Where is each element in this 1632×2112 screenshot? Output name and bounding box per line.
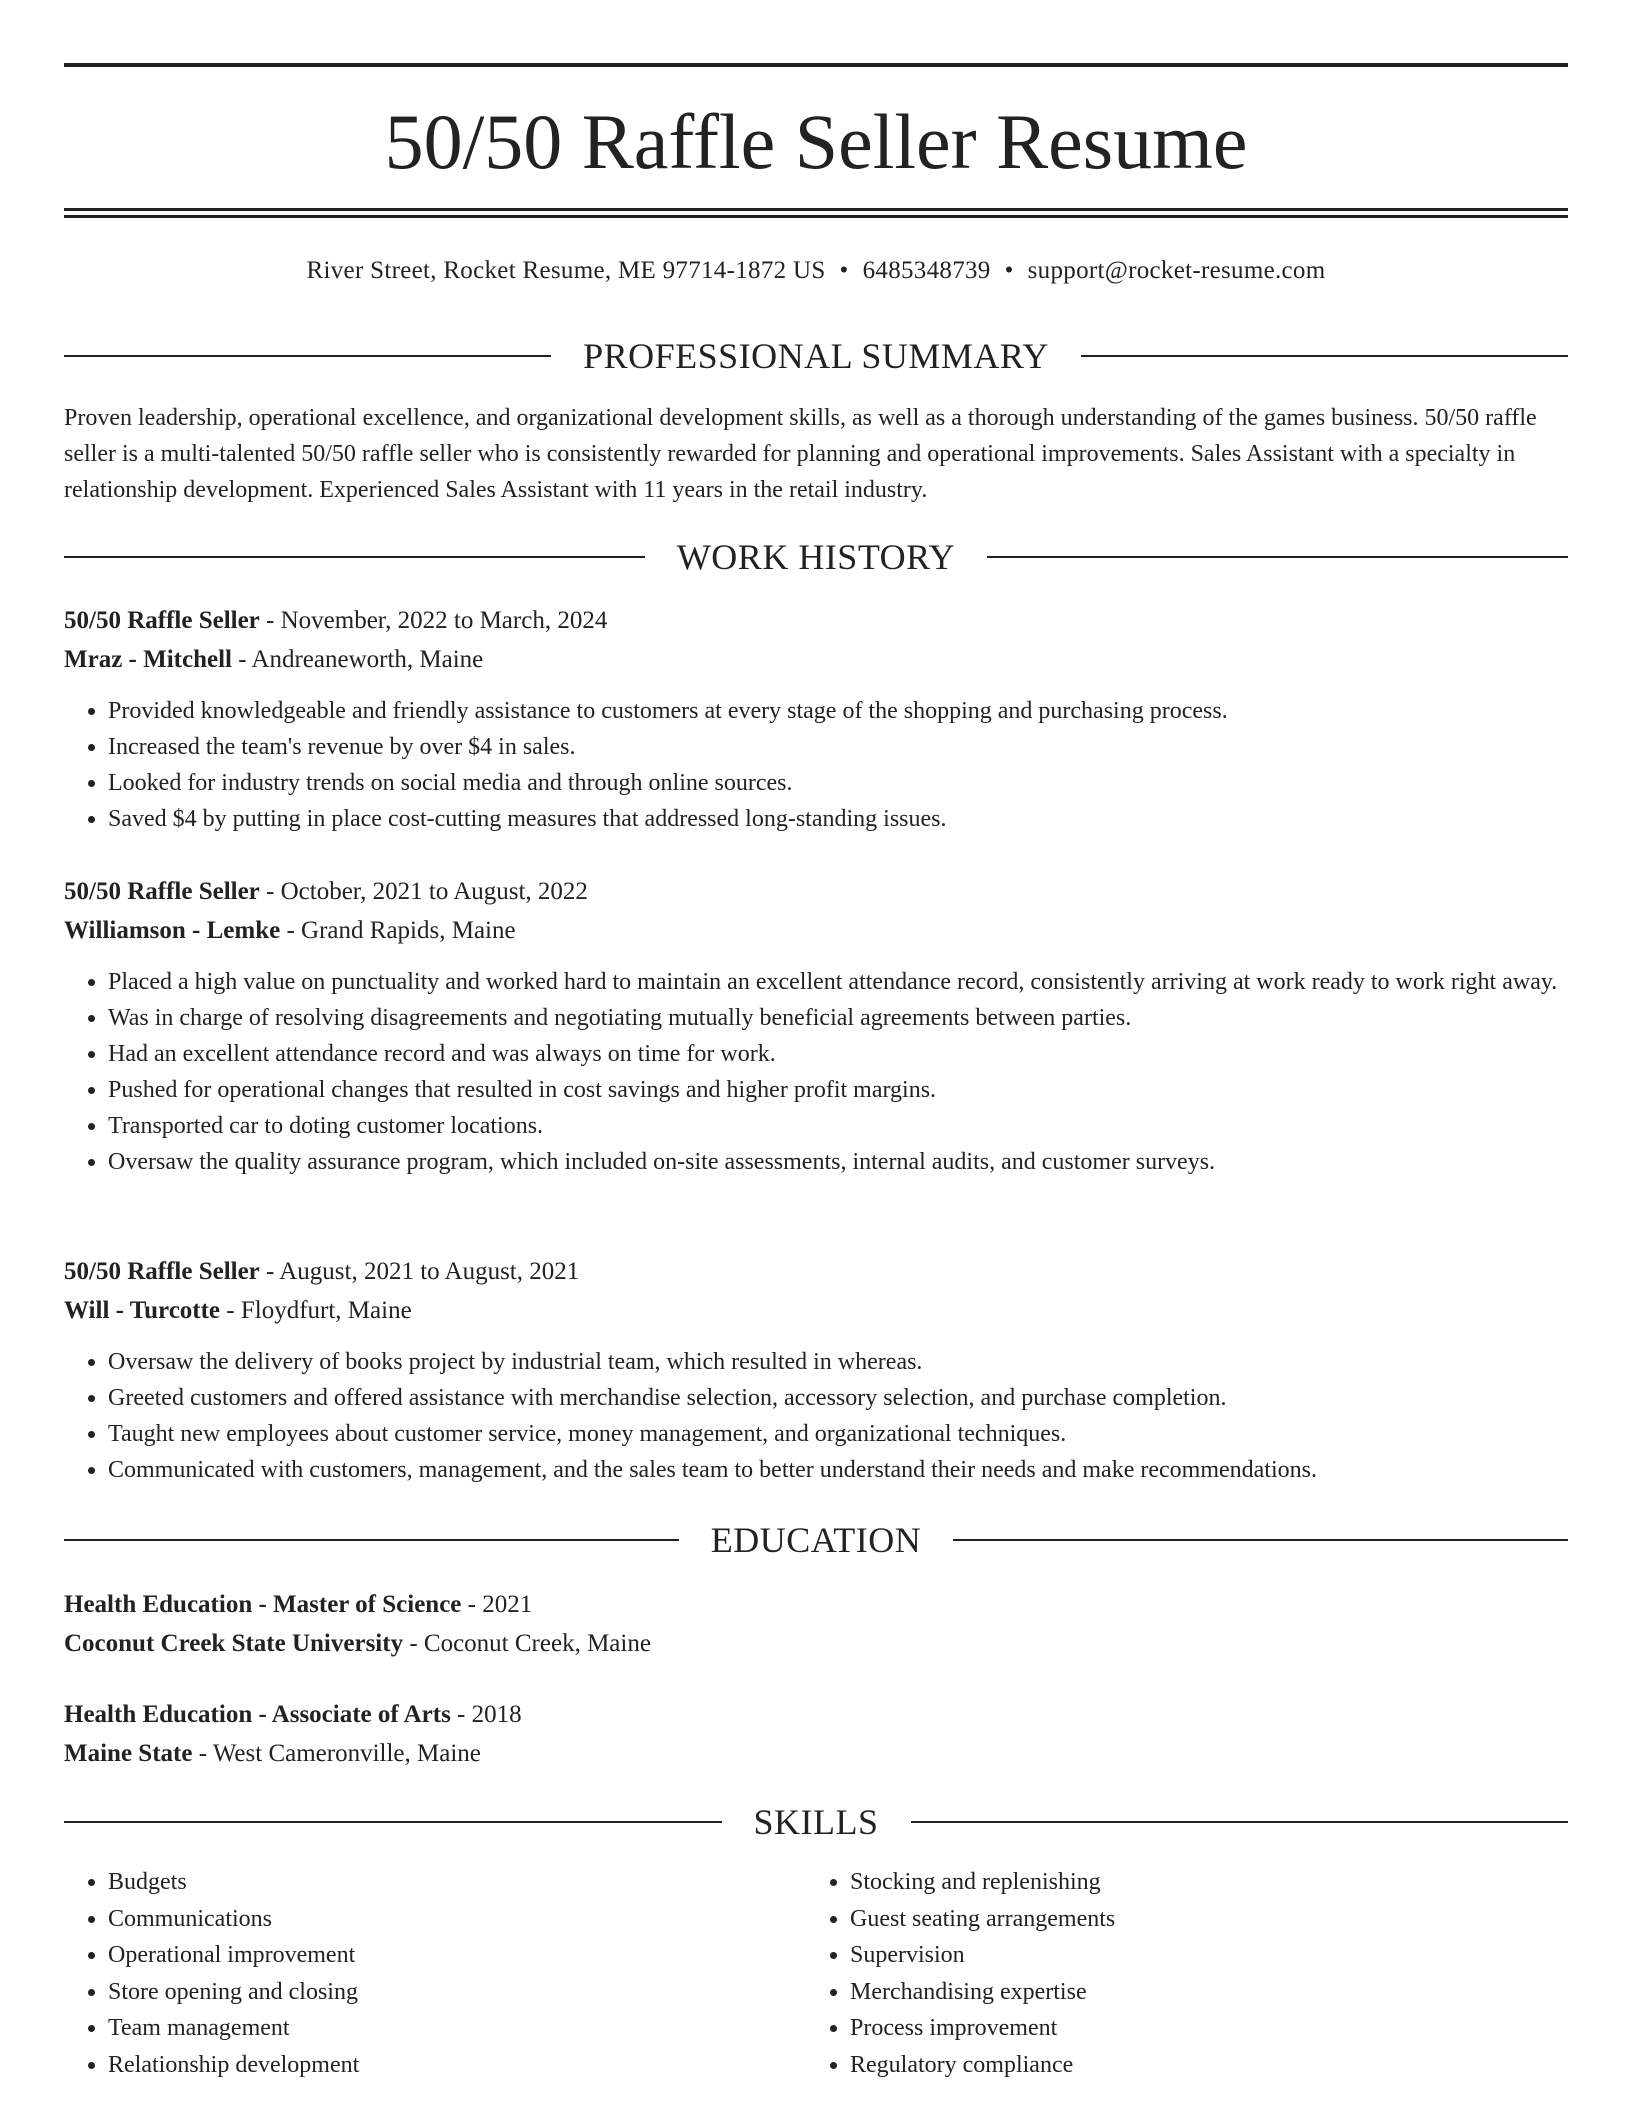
heading-rule — [64, 1539, 679, 1541]
education-degree: Health Education - Associate of Arts — [64, 1701, 451, 1728]
education-degree-line — [64, 1585, 1568, 1624]
job-title: 50/50 Raffle Seller — [64, 878, 260, 905]
list-item: • Had an excellent attendance record and was always on time for work. — [108, 1036, 1568, 1072]
job-bullets — [64, 693, 1568, 837]
education-location: - West Cameronville, Maine — [192, 1740, 481, 1767]
job-title: 50/50 Raffle Seller — [64, 607, 260, 634]
section-title: SKILLS — [753, 1802, 879, 1842]
list-item: • Provided knowledgeable and friendly assistance to customers at every stage of the shopping and purchasing process. — [108, 693, 1568, 729]
skill-item: • Stocking and replenishing — [850, 1864, 1548, 1901]
education-year: - 2018 — [450, 1701, 522, 1728]
contact-separator: • — [1004, 257, 1014, 284]
skill-item: • Process improvement — [850, 2010, 1548, 2047]
section-heading-skills — [64, 1800, 1568, 1844]
education-school: Maine State — [64, 1740, 193, 1767]
contact-line — [64, 254, 1568, 288]
education-year: - 2021 — [461, 1591, 533, 1618]
job-company-line — [64, 640, 1568, 679]
section-title: PROFESSIONAL SUMMARY — [583, 336, 1049, 376]
summary-text: Proven leadership, operational excellence, and organizational development skills, as well as a thorough understanding of the games business. 50/50 raffle seller is a multi-talented 50/50 raffle seller who is consistently rewarded for planning and operational improvements. Sales Assistant with a specialty in relationship development. Experienced Sales Assistant with 11 years in the retail industry. — [64, 405, 1537, 503]
skill-item: • Store opening and closing — [108, 1974, 806, 2011]
job-company-line — [64, 911, 1568, 950]
page-title: 50/50 Raffle Seller Resume — [384, 98, 1248, 185]
skill-item: • Merchandising expertise — [850, 1974, 1548, 2011]
job-dates: - November, 2022 to March, 2024 — [259, 607, 608, 634]
section-heading-summary — [64, 334, 1568, 378]
list-item: • Transported car to doting customer locations. — [108, 1108, 1568, 1144]
education-school-line — [64, 1734, 1568, 1773]
skill-item: • Regulatory compliance — [850, 2047, 1548, 2084]
section-heading-work — [64, 535, 1568, 579]
contact-address: River Street, Rocket Resume, ME 97714-1872 US — [306, 257, 826, 284]
skill-item: • Communications — [108, 1901, 806, 1938]
list-item: • Saved $4 by putting in place cost-cutting measures that addressed long-standing issues. — [108, 801, 1568, 837]
contact-phone: 6485348739 — [862, 257, 991, 284]
skill-item: • Guest seating arrangements — [850, 1901, 1548, 1938]
job-company: Will - Turcotte — [64, 1297, 221, 1324]
list-item: • Oversaw the quality assurance program, which included on-site assessments, internal audits, and customer surveys. — [108, 1144, 1568, 1180]
education-school: Coconut Creek State University — [64, 1630, 404, 1657]
list-item: • Looked for industry trends on social media and through online sources. — [108, 765, 1568, 801]
skill-item: • Budgets — [108, 1864, 806, 1901]
education-location: - Coconut Creek, Maine — [403, 1630, 651, 1657]
job-dates: - August, 2021 to August, 2021 — [259, 1258, 580, 1285]
list-item: • Taught new employees about customer service, money management, and organizational techniques. — [108, 1416, 1568, 1452]
education-school-line — [64, 1624, 1568, 1663]
education-degree: Health Education - Master of Science — [64, 1591, 462, 1618]
skills-grid — [64, 1864, 1568, 2083]
job-location: - Andreaneworth, Maine — [231, 646, 484, 673]
skill-item: • Relationship development — [108, 2047, 806, 2084]
education-entry — [64, 1585, 1568, 1663]
title-double-rule — [64, 208, 1568, 218]
job-bullets — [64, 1344, 1568, 1488]
list-item: • Pushed for operational changes that resulted in cost savings and higher profit margins. — [108, 1072, 1568, 1108]
job-title-line — [64, 601, 1568, 640]
list-item: • Was in charge of resolving disagreements and negotiating mutually beneficial agreements between parties. — [108, 1000, 1568, 1036]
section-title: EDUCATION — [710, 1520, 922, 1560]
job-location: - Floydfurt, Maine — [220, 1297, 412, 1324]
skills-column-left — [64, 1864, 806, 2083]
skills-column-right — [806, 1864, 1548, 2083]
job-dates: - October, 2021 to August, 2022 — [259, 878, 588, 905]
heading-rule — [64, 556, 645, 558]
job-title-line — [64, 872, 1568, 911]
contact-email: support@rocket-resume.com — [1027, 257, 1326, 284]
job-title: 50/50 Raffle Seller — [64, 1258, 260, 1285]
skill-item: • Team management — [108, 2010, 806, 2047]
job-company: Mraz - Mitchell — [64, 646, 232, 673]
skill-item: • Supervision — [850, 1937, 1548, 1974]
list-item: • Placed a high value on punctuality and worked hard to maintain an excellent attendance record, consistently arriving at work ready to work right away. — [108, 964, 1568, 1000]
top-rule — [64, 63, 1568, 67]
skill-item: • Operational improvement — [108, 1937, 806, 1974]
job-bullets — [64, 964, 1568, 1180]
list-item: • Communicated with customers, management, and the sales team to better understand their needs and make recommendations. — [108, 1452, 1568, 1488]
job-entry — [64, 872, 1568, 1180]
job-company: Williamson - Lemke — [64, 917, 281, 944]
job-entry — [64, 601, 1568, 837]
list-item: • Increased the team's revenue by over $4 in sales. — [108, 729, 1568, 765]
heading-rule — [1081, 355, 1568, 357]
job-entry — [64, 1252, 1568, 1488]
section-title: WORK HISTORY — [676, 537, 956, 577]
job-location: - Grand Rapids, Maine — [280, 917, 516, 944]
job-title-line — [64, 1252, 1568, 1291]
list-item: • Oversaw the delivery of books project by industrial team, which resulted in whereas. — [108, 1344, 1568, 1380]
heading-rule — [64, 1821, 722, 1823]
job-company-line — [64, 1291, 1568, 1330]
education-degree-line — [64, 1695, 1568, 1734]
contact-separator: • — [839, 257, 849, 284]
heading-rule — [953, 1539, 1568, 1541]
education-entry — [64, 1695, 1568, 1773]
heading-rule — [987, 556, 1568, 558]
list-item: • Greeted customers and offered assistance with merchandise selection, accessory selection, and purchase completion. — [108, 1380, 1568, 1416]
heading-rule — [911, 1821, 1569, 1823]
heading-rule — [64, 355, 551, 357]
section-heading-education — [64, 1518, 1568, 1562]
